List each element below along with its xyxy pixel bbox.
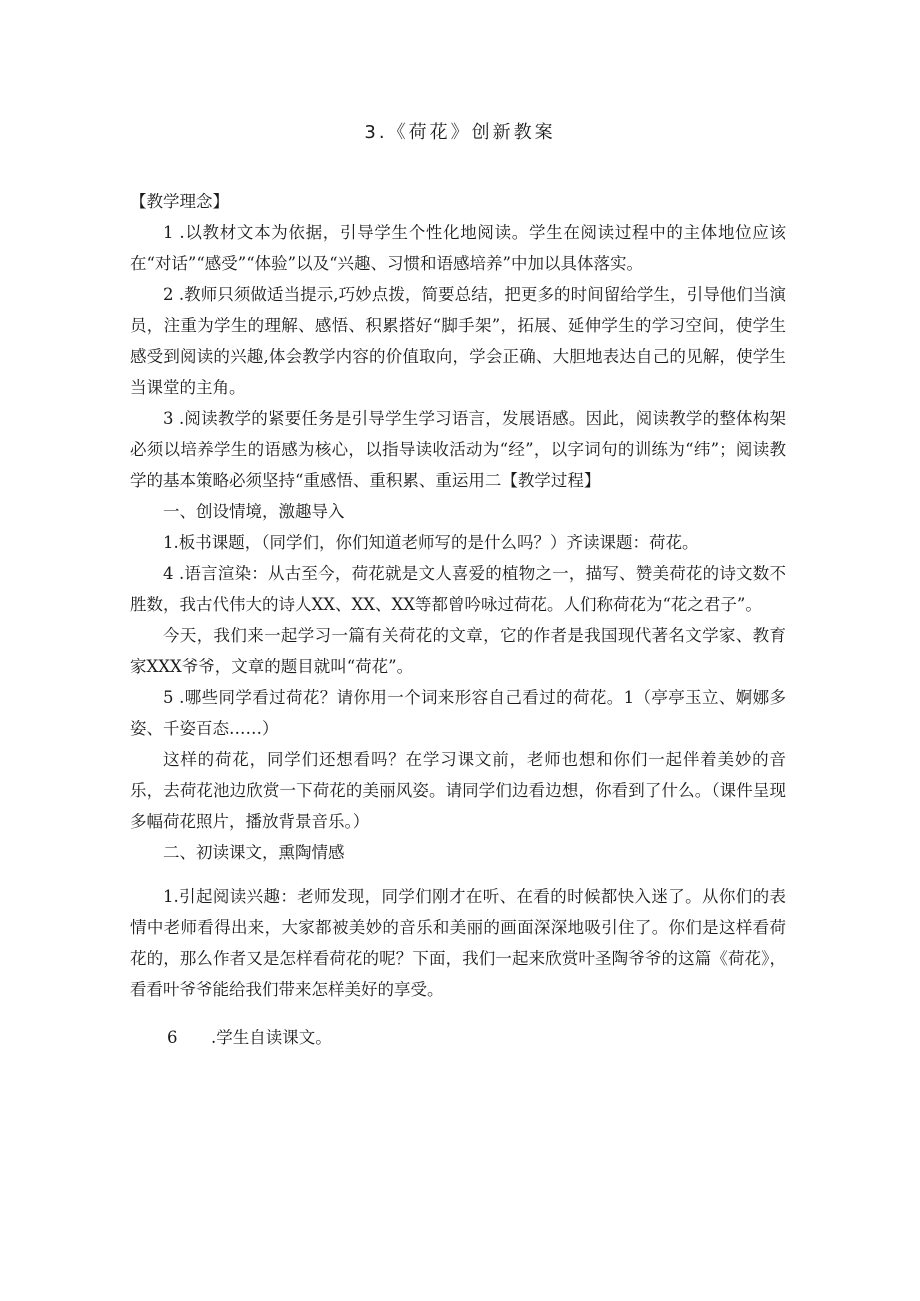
list-item-text: .学生自读课文。 [211, 1028, 332, 1047]
list-number: 6 [167, 1028, 178, 1047]
section-heading-teaching-concept: 【教学理念】 [130, 192, 229, 211]
subheading-step-1: 一、创设情境，激趣导入 [163, 502, 345, 521]
paragraph-step-2-item-6 [130, 1022, 786, 1053]
paragraph-concept-1: 1 .以教材文本为依据，引导学生个性化地阅读。学生在阅读过程中的主体地位应该在“对话”“感受”“体验”以及“兴趣、习惯和语感培养”中加以具体落实。 [130, 223, 786, 273]
paragraph-concept-3: 3 .阅读教学的紧要任务是引导学生学习语言，发展语感。因此，阅读教学的整体构架必须以培养学生的语感为核心，以指导读收活动为“经”，以字词句的训练为“纬”；阅读教学的基本策略必须坚持“重感悟、重积累、重运用二【教学过程】 [130, 409, 786, 490]
paragraph-step-1-item-5: 5 .哪些同学看过荷花？请你用一个词来形容自己看过的荷花。1（亭亭玉立、婀娜多姿、千姿百态……） [130, 688, 786, 738]
paragraph-step-2-item-1: 1.引起阅读兴趣：老师发现，同学们刚才在听、在看的时候都快入迷了。从你们的表情中老师看得出来，大家都被美妙的音乐和美丽的画面深深地吸引住了。你们是这样看荷花的，那么作者又是怎样看荷花的呢？下面，我们一起来欣赏叶圣陶爷爷的这篇《荷花》，看看叶爷爷能给我们带来怎样美好的享受。 [130, 887, 786, 999]
subheading-step-2: 二、初读课文，熏陶情感 [163, 843, 345, 862]
paragraph-concept-2: 2 .教师只须做适当提示,巧妙点拨，简要总结，把更多的时间留给学生，引导他们当演员，注重为学生的理解、感悟、积累搭好“脚手架”，拓展、延伸学生的学习空间，使学生感受到阅读的兴趣,体会教学内容的价值取向，学会正确、大胆地表达自己的见解，使学生当课堂的主角。 [130, 285, 786, 397]
paragraph-step-1-item-4: 4 .语言渲染：从古至今，荷花就是文人喜爱的植物之一，描写、赞美荷花的诗文数不胜数，我古代伟大的诗人XX、XX、XX等都曾吟咏过荷花。人们称荷花为“花之君子”。 [130, 564, 786, 614]
paragraph-step-1-item-1: 1.板书课题，（同学们，你们知道老师写的是什么吗？）齐读课题：荷花。 [163, 533, 699, 552]
paragraph-step-1-lotus-view: 这样的荷花，同学们还想看吗？在学习课文前，老师也想和你们一起伴着美妙的音乐，去荷花池边欣赏一下荷花的美丽风姿。请同学们边看边想，你看到了什么。（课件呈现多幅荷花照片，播放背景音乐。） [130, 750, 786, 831]
document-title: 3.《荷花》创新教案 [364, 122, 556, 143]
paragraph-step-1-today: 今天，我们来一起学习一篇有关荷花的文章，它的作者是我国现代著名文学家、教育家XXX爷爷，文章的题目就叫“荷花”。 [130, 626, 786, 676]
document-body [130, 186, 786, 1053]
